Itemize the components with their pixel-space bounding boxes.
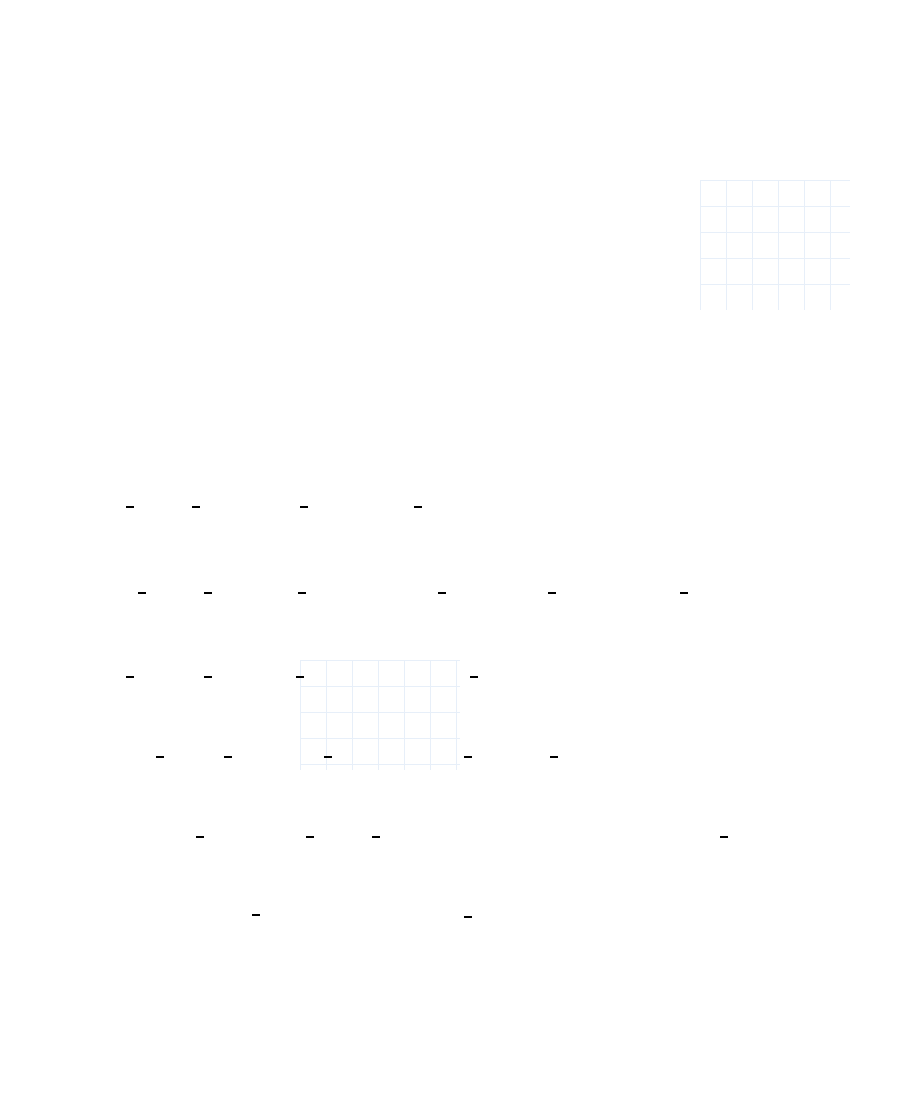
fraction	[372, 836, 380, 838]
denominator	[298, 592, 306, 594]
denominator	[414, 506, 422, 508]
fraction	[464, 756, 472, 758]
denominator	[126, 506, 134, 508]
margin-line	[858, 22, 861, 1098]
denominator	[464, 756, 472, 758]
fraction	[252, 914, 260, 916]
denominator	[548, 592, 556, 594]
denominator	[252, 914, 260, 916]
paper-grid	[300, 660, 460, 770]
fraction	[126, 676, 134, 678]
fraction	[204, 592, 212, 594]
fraction	[414, 506, 422, 508]
fraction	[296, 676, 304, 678]
fraction	[300, 506, 308, 508]
denominator	[126, 676, 134, 678]
denominator	[550, 756, 558, 758]
denominator	[204, 676, 212, 678]
denominator	[720, 836, 728, 838]
denominator	[300, 506, 308, 508]
denominator	[156, 756, 164, 758]
fraction	[720, 836, 728, 838]
paper-grid	[700, 180, 850, 310]
fraction	[298, 592, 306, 594]
fraction	[438, 592, 446, 594]
fraction	[126, 506, 134, 508]
denominator	[196, 836, 204, 838]
fraction	[470, 676, 478, 678]
fraction	[550, 756, 558, 758]
fraction	[324, 756, 332, 758]
denominator	[680, 592, 688, 594]
fraction	[192, 506, 200, 508]
fraction	[224, 756, 232, 758]
fraction	[156, 756, 164, 758]
denominator	[306, 836, 314, 838]
denominator	[138, 592, 146, 594]
denominator	[438, 592, 446, 594]
denominator	[324, 756, 332, 758]
fraction	[548, 592, 556, 594]
fraction	[306, 836, 314, 838]
denominator	[204, 592, 212, 594]
fraction	[138, 592, 146, 594]
fraction	[680, 592, 688, 594]
denominator	[464, 916, 472, 918]
denominator	[192, 506, 200, 508]
fraction	[464, 916, 472, 918]
denominator	[470, 676, 478, 678]
denominator	[296, 676, 304, 678]
denominator	[372, 836, 380, 838]
fraction	[196, 836, 204, 838]
fraction	[204, 676, 212, 678]
denominator	[224, 756, 232, 758]
